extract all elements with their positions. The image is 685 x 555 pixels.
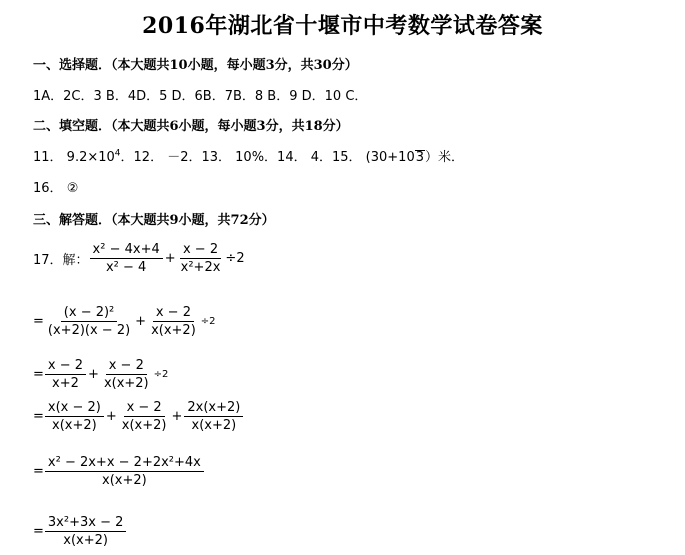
numerator: x − 2 — [45, 358, 86, 375]
operator: + — [171, 409, 183, 424]
denominator: x(x+2) — [191, 418, 237, 433]
sqrt-symbol: 3 — [415, 150, 424, 165]
q17-step-2 — [33, 358, 169, 391]
fraction — [45, 305, 133, 338]
q17-label: 17．解： — [33, 253, 89, 268]
equals-sign: = — [33, 464, 44, 479]
fraction — [45, 455, 204, 488]
equals-sign: = — [33, 314, 44, 329]
fill-exponent: 4 — [114, 148, 121, 159]
q16-choice: ② — [66, 181, 79, 196]
denominator: x²+2x — [180, 260, 221, 275]
operator: + — [164, 251, 176, 266]
fraction — [45, 400, 104, 433]
numerator: 3x²+3x − 2 — [45, 515, 126, 532]
fraction — [101, 358, 152, 391]
section-heading-fill: 二、填空题．（本大题共6小题，每小题3分，共18分） — [33, 119, 349, 134]
denominator: x(x+2) — [102, 473, 147, 488]
q17-step-3 — [33, 400, 244, 433]
numerator: x(x − 2) — [45, 400, 104, 417]
q16-answer — [33, 177, 78, 196]
q17-step-4 — [33, 455, 205, 488]
denominator: x(x+2) — [103, 376, 149, 391]
fraction — [45, 358, 86, 391]
section-heading-solve: 三、解答题．（本大题共9小题，共72分） — [33, 213, 275, 228]
q17-step-0 — [33, 242, 246, 275]
q16-label: 16． — [33, 181, 63, 196]
operator: ÷2 — [200, 316, 216, 327]
denominator: (x+2)(x − 2) — [47, 323, 131, 338]
numerator: x − 2 — [153, 305, 194, 322]
fraction — [184, 400, 243, 433]
operator: + — [105, 409, 117, 424]
denominator: x² − 4 — [105, 260, 147, 275]
page-title: 2016年湖北省十堰市中考数学试卷答案 — [142, 13, 543, 39]
fraction — [178, 242, 224, 275]
numerator: x − 2 — [124, 400, 165, 417]
equals-sign: = — [33, 524, 44, 539]
numerator: (x − 2)² — [61, 305, 117, 322]
operator: + — [135, 314, 147, 329]
denominator: x+2 — [52, 376, 79, 391]
numerator: x² − 2x+x − 2+2x²+4x — [45, 455, 204, 472]
numerator: x² − 4x+4 — [90, 242, 163, 259]
fill-answer-part-a: 11． 9.2×10 — [33, 150, 115, 165]
denominator: x(x+2) — [121, 418, 167, 433]
fill-answer-part-b: ．12． －2．13． 10%．14． 4．15． (30+10 — [120, 150, 415, 165]
numerator: x − 2 — [180, 242, 221, 259]
operator: + — [88, 367, 99, 382]
equals-sign: = — [33, 367, 44, 382]
fraction — [45, 515, 126, 548]
equals-sign: = — [33, 409, 44, 424]
fraction — [119, 400, 170, 433]
denominator: x(x+2) — [63, 533, 108, 548]
q17-step-5 — [33, 515, 127, 548]
q17-step-1 — [33, 305, 217, 338]
denominator: x(x+2) — [151, 323, 196, 338]
operator: ÷2 — [153, 369, 169, 380]
numerator: x − 2 — [106, 358, 147, 375]
fraction — [90, 242, 163, 275]
denominator: x(x+2) — [52, 418, 97, 433]
choice-answers: 1A．2C．3 B．4D．5 D．6B．7B．8 B．9 D．10 C． — [33, 89, 368, 104]
operator: ÷2 — [225, 251, 245, 266]
section-heading-choice: 一、选择题．（本大题共10小题，每小题3分，共30分） — [33, 58, 358, 73]
fraction — [148, 305, 199, 338]
numerator: 2x(x+2) — [184, 400, 243, 417]
fill-answers — [33, 146, 464, 165]
fill-answer-part-c: ）米． — [425, 150, 465, 165]
